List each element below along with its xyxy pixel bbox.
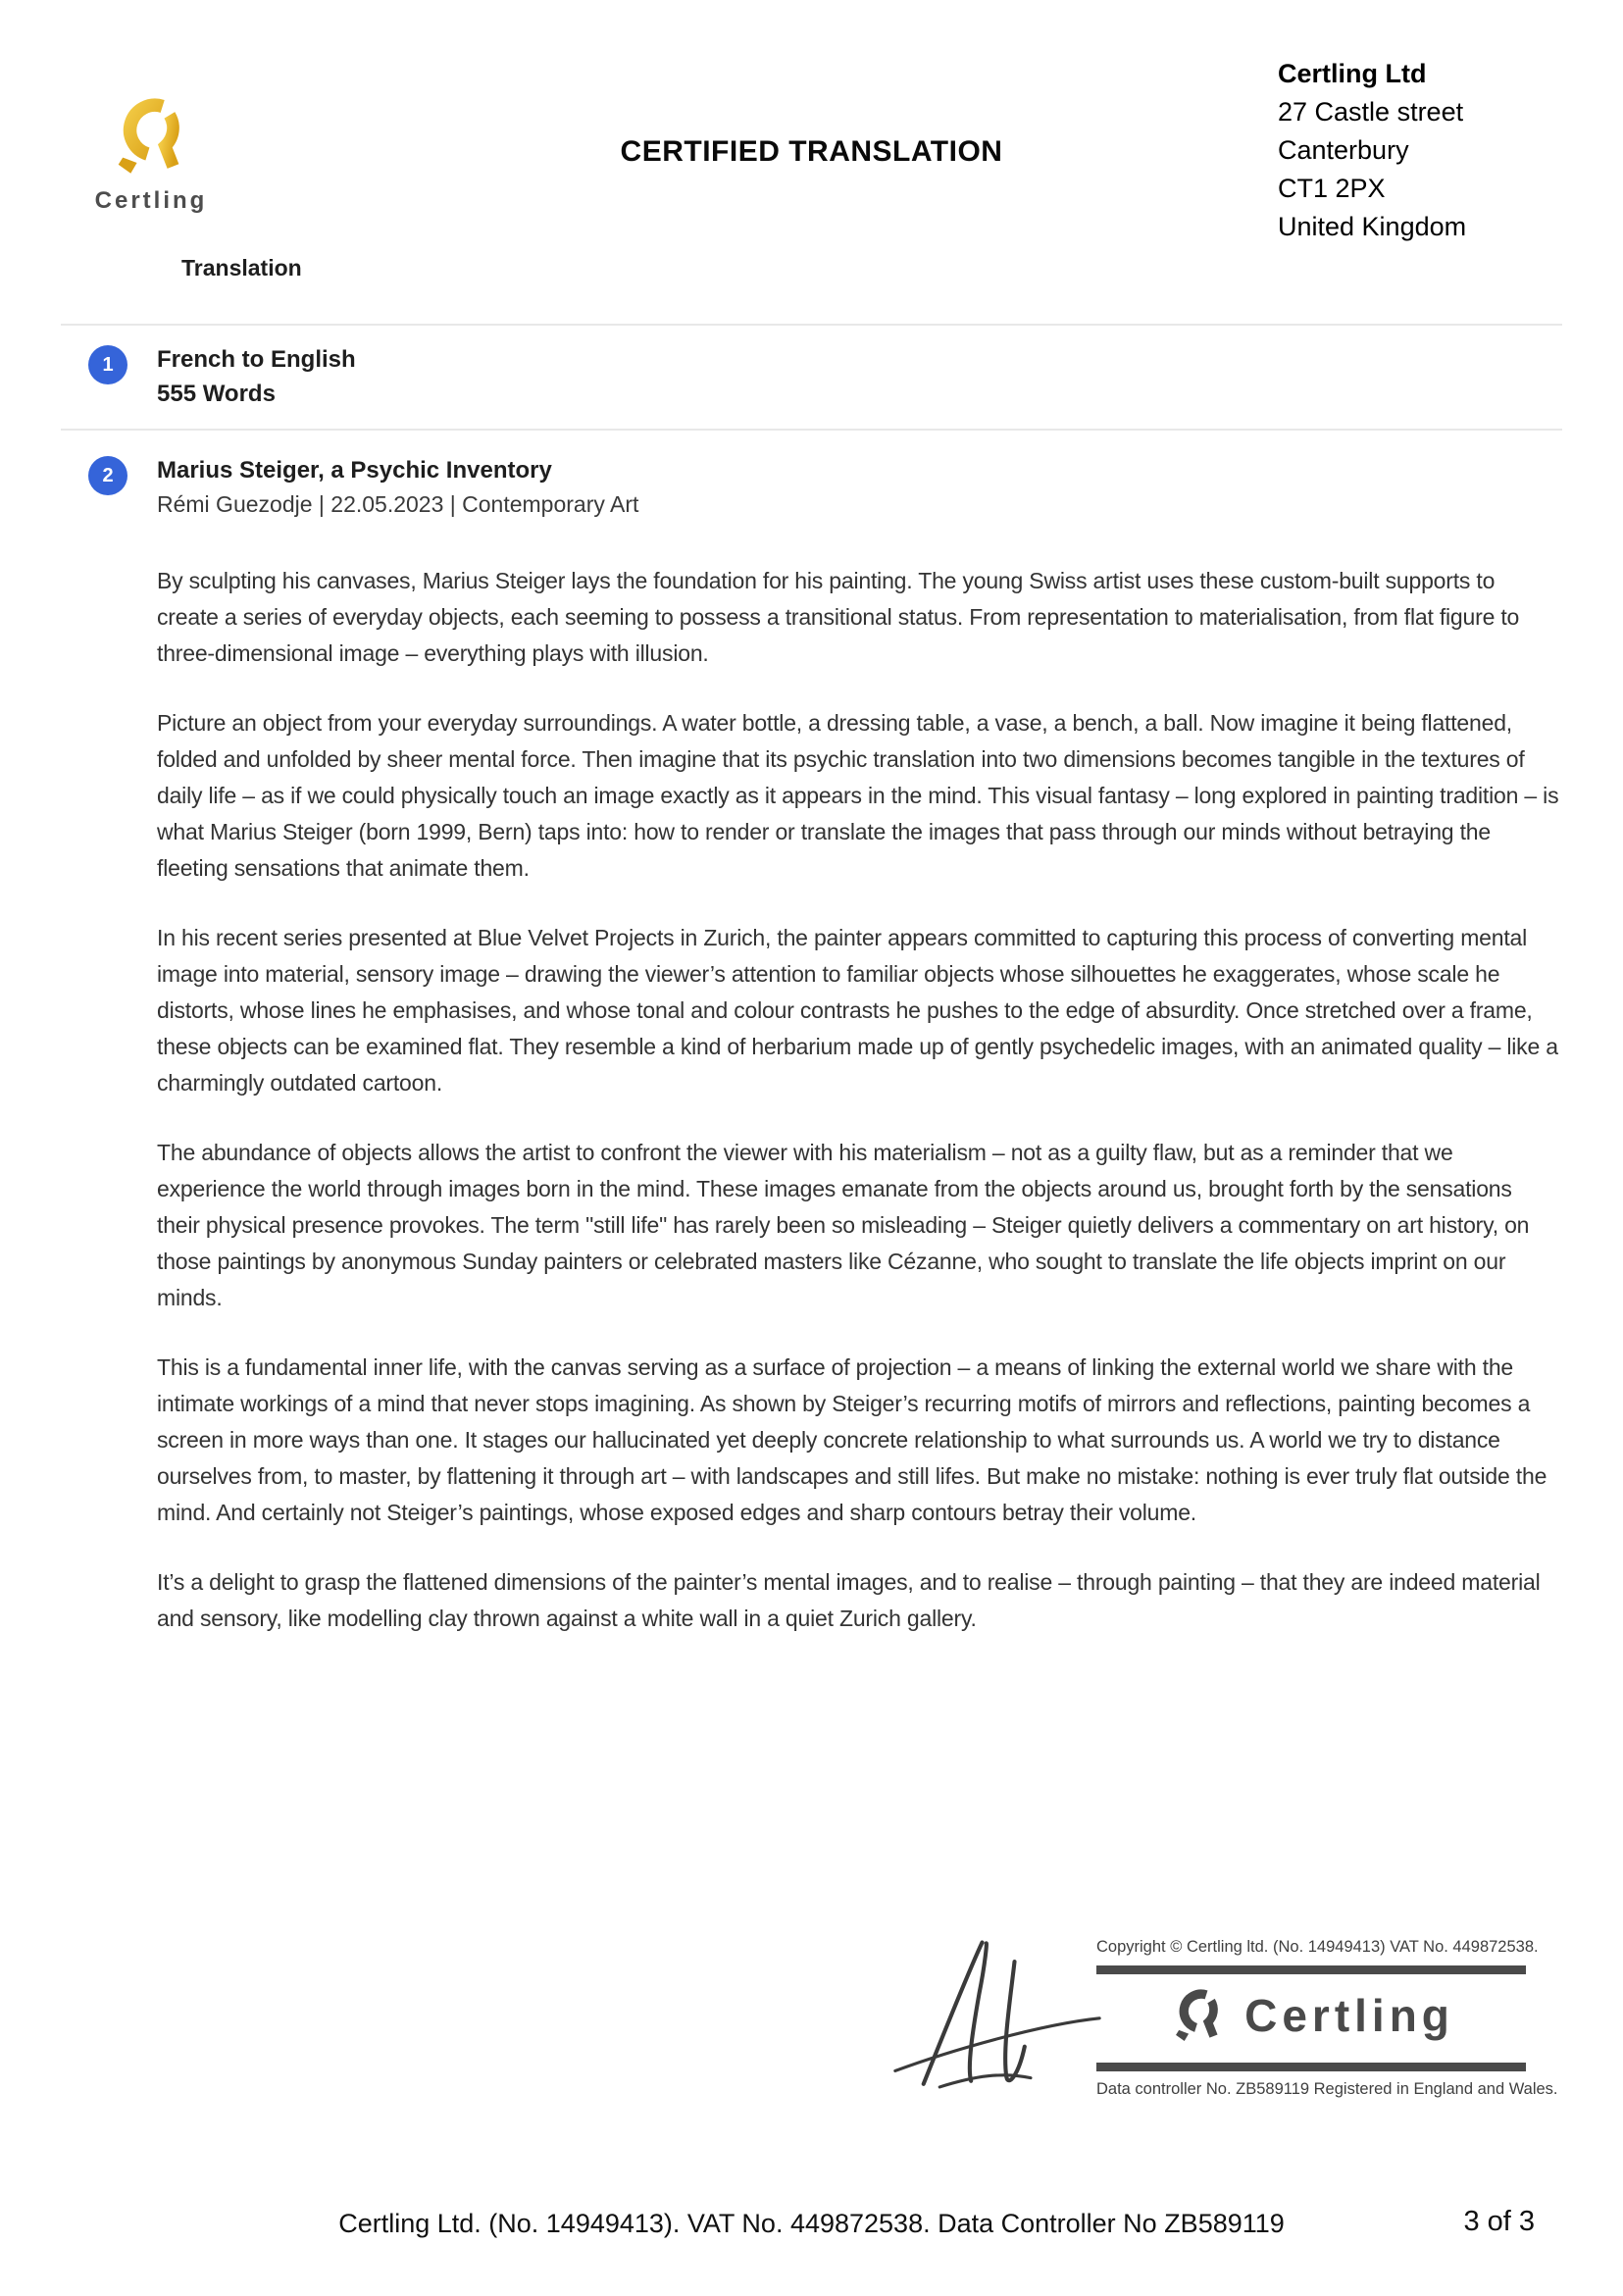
footer-brand-block — [1096, 1938, 1558, 2099]
address-line: 27 Castle street — [1278, 97, 1464, 127]
paragraph: In his recent series presented at Blue Velvet Projects in Zurich, the painter appears committed to capturing this process of converting mental image into material, sensory image – drawing the viewer’s attention to familiar objects whose silhouettes he exaggerates, whose scale he distorts, whose lines he emphasises, and whose tonal and colour contrasts he pushes to the edge of absurdity. Once stretched over a frame, these objects can be examined flat. They resemble a kind of herbarium made up of gently psychedelic images, with an animated quality – like a charmingly outdated cartoon. — [157, 925, 1558, 1096]
address-line: Canterbury — [1278, 135, 1409, 165]
word-count: 555 Words — [157, 381, 276, 407]
article-byline: Rémi Guezodje | 22.05.2023 | Contemporary Art — [157, 491, 639, 517]
page-title: CERTIFIED TRANSLATION — [620, 135, 1003, 168]
divider — [61, 429, 1562, 431]
paragraph: The abundance of objects allows the artist to confront the viewer with his materialism – not as a guilty flaw, but as a reminder that we experience the world through images born in the mind. These images emanate from the objects around us, brought forth by the sensations their physical presence provokes. The term "still life" has rarely been so misleading – Steiger quietly delivers a commentary on art history, on those paintings by anonymous Sunday painters or celebrated masters like Cézanne, who sought to translate the life objects imprint on our minds. — [157, 1140, 1530, 1310]
company-name: Certling Ltd — [1278, 59, 1427, 88]
paragraph: This is a fundamental inner life, with the canvas serving as a surface of projection – a means of linking the external world we share with the intimate workings of a mind that never stops imagining. As shown by Steiger’s recurring motifs of mirrors and reflections, painting becomes a screen in more ways than one. It stages our hallucinated yet deeply concrete relationship to what surrounds us. A world we try to distance ourselves from, to master, by flattening it through art – with landscapes and still lifes. But make no mistake: nothing is ever truly flat outside the mind. And certainly not Steiger’s paintings, whose exposed edges and sharp contours betray their volume. — [157, 1354, 1547, 1525]
divider-bar — [1096, 1965, 1526, 1974]
translation-item-document — [88, 453, 638, 522]
item-content — [157, 453, 638, 522]
divider-bar — [1096, 2063, 1526, 2071]
divider — [61, 324, 1562, 326]
data-controller-line: Data controller No. ZB589119 Registered in England and Wales. — [1096, 2080, 1558, 2098]
paragraph: Picture an object from your everyday surroundings. A water bottle, a dressing table, a vase, a bench, a ball. Now imagine it being flattened, folded and unfolded by sheer mental force. Then imagine that its psychic translation into two dimensions becomes tangible in the textures of daily life – as if we could physically touch an image exactly as it appears in the mind. This visual fantasy – long explored in painting tradition – is what Marius Steiger (born 1999, Bern) taps into: how to render or translate the images that pass through our minds without betraying the fleeting sensations that animate them. — [157, 710, 1559, 881]
paragraph: By sculpting his canvases, Marius Steiger lays the foundation for his painting. The young Swiss artist uses these custom-built supports to create a series of everyday objects, each seeming to possess a transitional status. From representation to materialisation, from flat figure to three-dimensional image – everything plays with illusion. — [157, 568, 1520, 666]
section-label: Translation — [181, 255, 302, 281]
translated-body-text — [157, 563, 1559, 1670]
page-footer-text: Certling Ltd. (No. 14949413). VAT No. 449872538. Data Controller No ZB589119 — [338, 2209, 1285, 2238]
article-title: Marius Steiger, a Psychic Inventory — [157, 457, 552, 484]
certling-q-icon — [1168, 1983, 1229, 2048]
translation-item-language — [88, 342, 356, 411]
item-number-badge: 2 — [88, 456, 127, 495]
footer-logo — [1096, 1974, 1526, 2054]
item-content — [157, 342, 356, 411]
handwritten-signature-icon — [888, 1927, 1108, 2089]
company-address-block — [1278, 55, 1466, 246]
address-line: United Kingdom — [1278, 212, 1467, 241]
paragraph: It’s a delight to grasp the flattened dimensions of the painter’s mental images, and to realise – through painting – that they are indeed material and sensory, like modelling clay thrown against a white wall in a quiet Zurich gallery. — [157, 1569, 1541, 1631]
footer-logo-text: Certling — [1244, 1990, 1454, 2041]
page-number: 3 of 3 — [1463, 2206, 1535, 2237]
brand-logo-text: Certling — [94, 187, 208, 214]
language-pair: French to English — [157, 346, 356, 373]
signature — [888, 1927, 1108, 2089]
address-line: CT1 2PX — [1278, 174, 1386, 203]
copyright-line: Copyright © Certling ltd. (No. 14949413) VAT No. 449872538. — [1096, 1938, 1539, 1956]
item-number-badge: 1 — [88, 345, 127, 384]
